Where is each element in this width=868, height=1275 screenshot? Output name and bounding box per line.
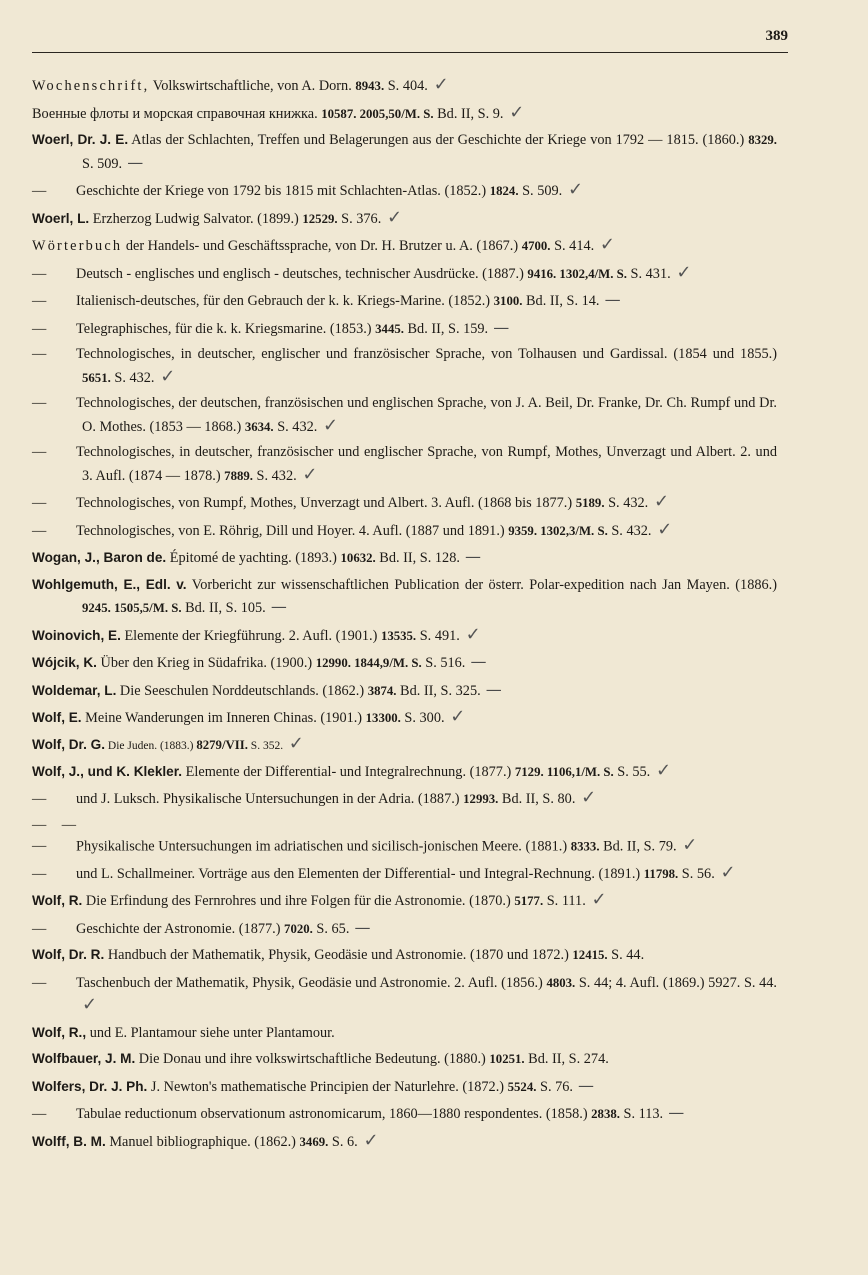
- handwritten-check-icon: ✓: [676, 834, 698, 855]
- entry-author: Woerl, Dr. J. E.: [32, 132, 129, 147]
- entry-title: Elemente der Kriegführung. 2. Aufl. (1901.): [120, 627, 381, 644]
- entry-shelfmark: 3445.: [375, 321, 404, 336]
- entry-title: und J. Luksch. Physikalische Untersuchungen in der Adria. (1887.): [76, 791, 464, 807]
- entry-title: Volkswirtschaftliche, von A. Dorn.: [149, 78, 356, 94]
- handwritten-check-icon: ✓: [651, 518, 673, 540]
- catalog-entry: [32, 574, 777, 620]
- ditto-dash: —: [32, 920, 47, 937]
- catalog-entry: [32, 1130, 777, 1154]
- entry-title: Die Juden. (1883.): [105, 739, 197, 752]
- ditto-dash: —: [32, 974, 47, 991]
- entry-reference: S. 76.: [536, 1078, 573, 1095]
- handwritten-dash-icon: —: [663, 1103, 685, 1122]
- entry-shelfmark: 12990. 1844,9/M. S.: [315, 656, 422, 670]
- ditto-dash: —: [32, 791, 47, 807]
- handwritten-check-icon: ✓: [154, 365, 176, 387]
- entry-author: Woldemar, L.: [32, 682, 117, 698]
- entry-reference: S. 414.: [550, 238, 595, 254]
- entry-shelfmark: 3634.: [244, 419, 274, 434]
- catalog-entry: [32, 787, 777, 811]
- entry-shelfmark: 11798.: [643, 866, 679, 881]
- entry-title: der Handels- und Geschäftssprache, von Dr. H. Brutzer u. A. (1867.): [122, 238, 522, 254]
- catalog-entry: [32, 317, 777, 341]
- entry-reference: S. 6.: [328, 1133, 358, 1150]
- catalog-entry: [32, 344, 777, 389]
- catalog-entry: [32, 207, 777, 231]
- entry-shelfmark: 7889.: [224, 468, 253, 483]
- entry-reference: Bd. II, S. 80.: [498, 791, 576, 807]
- catalog-entry: [32, 1075, 777, 1099]
- entry-reference: Bd. II, S. 159.: [403, 320, 489, 337]
- ditto-dash: — — —: [32, 816, 76, 854]
- entry-shelfmark: 5189.: [575, 496, 605, 510]
- entry-author: Wolf, Dr. R.: [32, 947, 105, 962]
- entry-title: Technologisches, in deutscher, französischer und englischer Sprache, von Rumpf, Mothes, Unverzagt und Albert. 2. und 3. Aufl. (1874 — 1878.): [76, 444, 777, 484]
- handwritten-check-icon: ✓: [357, 1129, 379, 1151]
- handwritten-check-icon: ✓: [670, 261, 692, 283]
- entry-shelfmark: 5524.: [507, 1079, 537, 1094]
- entry-title: Die Donau und ihre volkswirtschaftliche Bedeutung. (1880.): [135, 1051, 490, 1067]
- entry-author: Wogan, J., Baron de.: [32, 550, 167, 565]
- ditto-dash: —: [32, 265, 47, 282]
- handwritten-check-icon: ✓: [585, 889, 607, 910]
- entry-title: Technologisches, von E. Röhrig, Dill und Hoyer. 4. Aufl. (1887 und 1891.): [76, 522, 509, 539]
- entry-reference: S. 300.: [400, 710, 445, 726]
- entry-title: Technologisches, von Rumpf, Mothes, Unverzagt und Albert. 3. Aufl. (1868 bis 1877.): [76, 495, 576, 511]
- ditto-dash: —: [32, 865, 47, 882]
- handwritten-check-icon: ✓: [714, 861, 736, 883]
- catalog-entry: [32, 1022, 777, 1045]
- entry-title: Deutsch - englisches und englisch - deutsches, technischer Ausdrücke. (1887.): [76, 265, 528, 282]
- catalog-entry: [32, 519, 777, 543]
- ditto-dash: —: [32, 444, 47, 460]
- catalog-entry: [32, 491, 777, 515]
- entry-title: Geschichte der Kriege von 1792 bis 1815 mit Schlachten-Atlas. (1852.): [76, 183, 490, 199]
- ditto-dash: —: [32, 293, 47, 309]
- entry-shelfmark: 10632.: [340, 551, 376, 565]
- entry-shelfmark: 12993.: [463, 792, 499, 806]
- entry-author: Wolfbauer, J. M.: [32, 1051, 136, 1066]
- page-number: 389: [765, 28, 788, 44]
- catalog-entry: [32, 393, 777, 438]
- entry-shelfmark: 3100.: [493, 294, 523, 308]
- catalog-entry: [32, 129, 777, 175]
- handwritten-dash-icon: —: [122, 152, 144, 172]
- handwritten-check-icon: ✓: [594, 234, 616, 255]
- entry-author: Woinovich, E.: [32, 627, 121, 643]
- catalog-entry: [32, 734, 777, 756]
- catalog-entry: [32, 862, 777, 886]
- entry-title: Telegraphisches, für die k. k. Kriegsmarine. (1853.): [76, 320, 376, 337]
- entry-reference: Bd. II, S. 128.: [375, 550, 460, 566]
- handwritten-check-icon: ✓: [381, 206, 403, 228]
- entry-reference: S. 111.: [543, 893, 586, 909]
- handwritten-dash-icon: —: [459, 547, 482, 566]
- header-rule: [32, 52, 788, 53]
- entry-reference: S. 404.: [384, 78, 428, 94]
- entry-author: Wolf, E.: [32, 710, 82, 725]
- entry-shelfmark: 9245. 1505,5/M. S.: [82, 601, 182, 615]
- entry-title: Atlas der Schlachten, Treffen und Belagerungen aus der Geschichte der Kriege von 1792 — 1815. (1860.): [128, 132, 749, 148]
- entry-reference: S. 432.: [273, 418, 318, 435]
- entry-title: Geschichte der Astronomie. (1877.): [76, 920, 285, 937]
- entry-reference: S. 491.: [416, 627, 460, 644]
- catalog-entry: [32, 179, 777, 203]
- entry-title: Épitomé de yachting. (1893.): [166, 550, 341, 566]
- entry-reference: Bd. II, S. 105.: [181, 600, 266, 616]
- handwritten-check-icon: ✓: [648, 491, 670, 512]
- entry-shelfmark: 5177.: [514, 894, 544, 908]
- entry-reference: S. 509.: [82, 155, 123, 172]
- entry-author: Wolf, R.,: [32, 1024, 87, 1040]
- entry-title: Vorbericht zur wissenschaftlichen Publication der österr. Polar-expedition nach Jan Mayen. (1886.): [186, 576, 777, 593]
- entry-reference: S. 376.: [337, 210, 382, 227]
- handwritten-check-icon: ✓: [503, 101, 525, 123]
- catalog-entry: [32, 815, 777, 858]
- entry-shelfmark: 9416. 1302,4/M. S.: [527, 266, 627, 281]
- catalog-entry: [32, 679, 777, 703]
- entry-title: und L. Schallmeiner. Vorträge aus den Elementen der Differential- und Integral-Rechnung. (1891.): [76, 865, 644, 882]
- entry-reference: S. 55.: [613, 763, 651, 780]
- handwritten-check-icon: ✓: [575, 787, 597, 808]
- ditto-dash: —: [32, 346, 47, 362]
- handwritten-dash-icon: —: [465, 652, 487, 671]
- handwritten-dash-icon: —: [572, 1075, 595, 1095]
- entry-title: Technologisches, der deutschen, französischen und englischen Sprache, von J. A. Beil, Dr. Franke, Dr. Ch. Rumpf und Dr. O. Mothes. (1853 — 1868.): [76, 395, 777, 435]
- handwritten-check-icon: ✓: [444, 706, 466, 727]
- entry-keyword: Wochenschrift,: [32, 78, 150, 94]
- catalog-entry: [32, 442, 777, 487]
- entry-shelfmark: 8279/VII.: [196, 737, 248, 752]
- handwritten-dash-icon: —: [488, 317, 510, 337]
- entry-reference: Bd. II, S. 14.: [522, 293, 600, 309]
- entry-shelfmark: 12529.: [302, 211, 338, 226]
- entry-shelfmark: 8333.: [570, 839, 600, 853]
- entry-author: Wolf, R.: [32, 893, 83, 908]
- handwritten-dash-icon: —: [265, 597, 287, 616]
- entry-title: Manuel bibliographique. (1862.): [105, 1133, 300, 1150]
- entry-author: Wohlgemuth, E., Edl. v.: [32, 576, 187, 592]
- entry-shelfmark: 3469.: [299, 1134, 329, 1149]
- ditto-dash: —: [32, 320, 47, 337]
- entry-shelfmark: 8943.: [355, 79, 385, 93]
- entry-author: Wolff, B. M.: [32, 1133, 106, 1149]
- entry-reference: S. 432.: [607, 522, 652, 539]
- entry-reference: Bd. II, S. 325.: [396, 682, 481, 699]
- handwritten-dash-icon: —: [480, 679, 502, 699]
- entry-reference: S. 432.: [252, 467, 297, 484]
- handwritten-check-icon: ✓: [283, 732, 304, 754]
- entry-author: Woerl, L.: [32, 210, 90, 226]
- entry-shelfmark: 8329.: [748, 133, 777, 147]
- entry-reference: S. 509.: [518, 183, 563, 199]
- catalog-entry: [32, 706, 777, 730]
- catalog-entry: [32, 917, 777, 941]
- catalog-entry: [32, 1048, 777, 1071]
- entry-shelfmark: 2838.: [591, 1107, 620, 1121]
- entry-reference: Bd. II, S. 274.: [524, 1051, 609, 1067]
- entry-title: Technologisches, in deutscher, englischer und französischer Sprache, von Tolhausen und Gardissal. (1854 und 1855.): [76, 346, 777, 362]
- entry-title: J. Newton's mathematische Principien der Naturlehre. (1872.): [147, 1078, 508, 1095]
- entry-shelfmark: 9359. 1302,3/M. S.: [508, 523, 608, 538]
- entry-reference: Bd. II, S. 9.: [433, 105, 504, 122]
- entry-author: Wójcik, K.: [32, 655, 97, 670]
- handwritten-check-icon: ✓: [317, 414, 339, 436]
- handwritten-dash-icon: —: [599, 290, 621, 309]
- catalog-entry: [32, 1102, 777, 1126]
- handwritten-check-icon: ✓: [459, 623, 481, 645]
- entry-shelfmark: 10251.: [489, 1052, 525, 1066]
- entry-shelfmark: 7129. 1106,1/M. S.: [514, 764, 614, 779]
- entry-shelfmark: 13300.: [365, 711, 401, 725]
- entry-reference: S. 44; 4. Aufl. (1869.) 5927. S. 44.: [575, 974, 778, 991]
- entry-shelfmark: 5651.: [82, 370, 111, 385]
- handwritten-check-icon: ✓: [562, 179, 584, 200]
- entry-title: Erzherzog Ludwig Salvator. (1899.): [89, 210, 303, 227]
- catalog-entry: [32, 971, 777, 1018]
- entry-title: Военные флоты и морская справочная книжка.: [32, 105, 322, 122]
- catalog-entry: [32, 289, 777, 313]
- entry-shelfmark: 3874.: [367, 683, 397, 698]
- entry-reference: S. 516.: [421, 655, 466, 671]
- entry-author: Wolfers, Dr. J. Ph.: [32, 1078, 148, 1094]
- entry-list: [32, 74, 777, 1157]
- ditto-dash: —: [32, 1106, 47, 1122]
- catalog-entry: [32, 651, 777, 675]
- ditto-dash: —: [32, 522, 47, 539]
- entry-author: Wolf, J., und K. Klekler.: [32, 763, 183, 779]
- handwritten-check-icon: ✓: [650, 759, 672, 781]
- handwritten-check-icon: ✓: [296, 463, 318, 485]
- handwritten-dash-icon: —: [349, 917, 371, 937]
- entry-reference: Bd. II, S. 79.: [599, 838, 677, 854]
- entry-reference: S. 431.: [626, 265, 671, 282]
- entry-shelfmark: 10587. 2005,50/M. S.: [321, 106, 434, 121]
- handwritten-check-icon: ✓: [82, 994, 98, 1015]
- entry-title: Tabulae reductionum observationum astronomicarum, 1860—1880 respondentes. (1858.): [76, 1106, 592, 1122]
- entry-keyword: Wörterbuch: [32, 238, 123, 254]
- entry-title: und E. Plantamour siehe unter Plantamour.: [86, 1024, 335, 1041]
- entry-title: Taschenbuch der Mathematik, Physik, Geodäsie und Astronomie. 2. Aufl. (1856.): [76, 974, 547, 991]
- entry-shelfmark: 4700.: [521, 239, 551, 253]
- catalog-entry: [32, 234, 777, 258]
- entry-title: Meine Wanderungen im Inneren Chinas. (1901.): [81, 710, 366, 726]
- entry-reference: S. 432.: [110, 369, 155, 386]
- entry-reference: S. 44.: [607, 947, 645, 963]
- entry-title: Elemente der Differential- und Integralrechnung. (1877.): [182, 763, 515, 780]
- entry-shelfmark: 1824.: [489, 184, 519, 198]
- entry-author: Wolf, Dr. G.: [32, 736, 106, 752]
- entry-title: Die Erfindung des Fernrohres und ihre Folgen für die Astronomie. (1870.): [82, 893, 515, 909]
- catalog-entry: [32, 760, 777, 784]
- entry-reference: S. 352.: [247, 739, 284, 752]
- entry-reference: S. 113.: [619, 1106, 664, 1122]
- entry-shelfmark: 12415.: [572, 948, 608, 962]
- entry-shelfmark: 13535.: [380, 628, 417, 643]
- entry-title: Italienisch-deutsches, für den Gebrauch der k. k. Kriegs-Marine. (1852.): [76, 293, 494, 309]
- catalog-entry: [32, 944, 777, 967]
- entry-shelfmark: 7020.: [284, 921, 313, 936]
- catalog-entry: [32, 624, 777, 648]
- catalog-entry: [32, 102, 777, 126]
- entry-reference: S. 56.: [678, 865, 715, 882]
- entry-title: Über den Krieg in Südafrika. (1900.): [96, 655, 316, 671]
- entry-reference: S. 432.: [604, 495, 649, 511]
- entry-shelfmark: 4803.: [546, 975, 576, 990]
- entry-title: Physikalische Untersuchungen im adriatischen und sicilisch-jonischen Meere. (1881.): [76, 838, 571, 854]
- entry-reference: S. 65.: [312, 920, 350, 937]
- handwritten-check-icon: ✓: [427, 74, 449, 95]
- ditto-dash: —: [32, 495, 47, 511]
- entry-title: Die Seeschulen Norddeutschlands. (1862.): [116, 682, 368, 699]
- ditto-dash: —: [32, 183, 47, 199]
- catalog-entry: [32, 262, 777, 286]
- catalog-entry: [32, 889, 777, 913]
- catalog-entry: [32, 546, 777, 570]
- ditto-dash: —: [32, 395, 47, 411]
- entry-title: Handbuch der Mathematik, Physik, Geodäsie und Astronomie. (1870 und 1872.): [104, 947, 573, 963]
- catalog-entry: [32, 74, 777, 98]
